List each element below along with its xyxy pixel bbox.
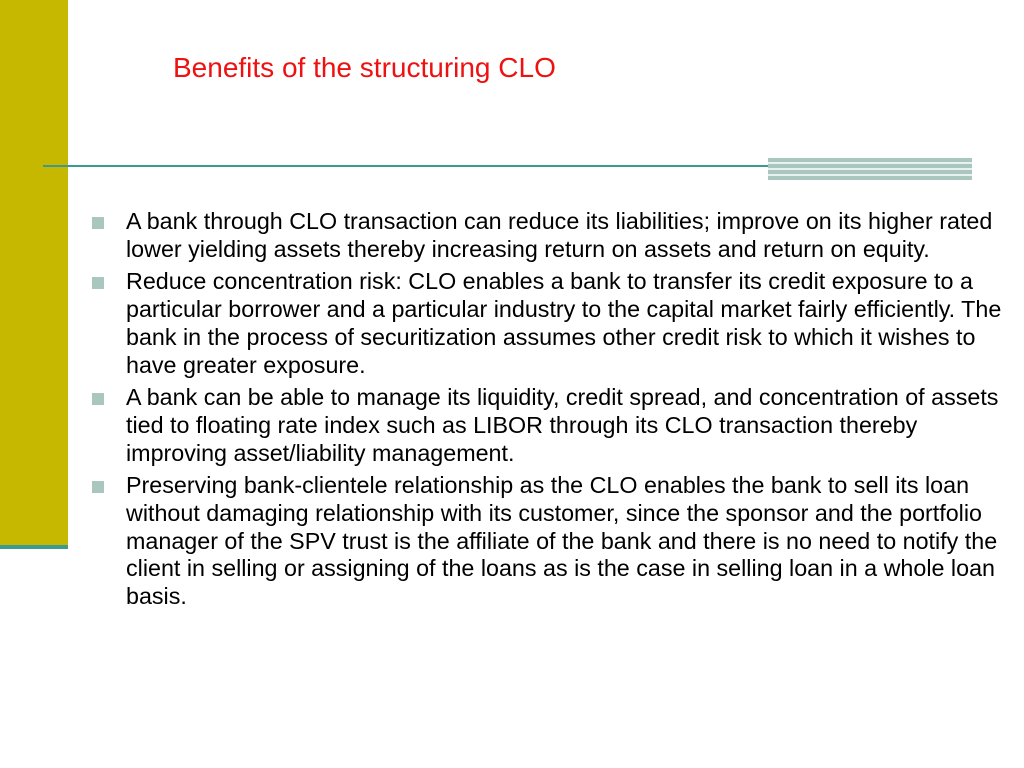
bullet-list bbox=[92, 208, 1017, 616]
square-bullet-icon bbox=[92, 481, 104, 493]
square-bullet-icon bbox=[92, 277, 104, 289]
sidebar-decoration bbox=[0, 0, 68, 545]
bullet-item bbox=[92, 208, 1017, 263]
bullet-item bbox=[92, 472, 1017, 611]
square-bullet-icon bbox=[92, 217, 104, 229]
bullet-text: Reduce concentration risk: CLO enables a bank to transfer its credit exposure to a particular borrower and a particular industry to the capital market fairly efficiently. The bank in the process of securitization assumes other credit risk to which it wishes to have greater exposure. bbox=[126, 268, 1002, 378]
bullet-text: A bank through CLO transaction can reduce its liabilities; improve on its higher rated lower yielding assets thereby increasing return on assets and return on equity. bbox=[126, 208, 993, 262]
divider-accent bbox=[768, 158, 972, 180]
bullet-item bbox=[92, 268, 1017, 379]
sidebar-underline bbox=[0, 545, 68, 549]
bullet-text: Preserving bank-clientele relationship as the CLO enables the bank to sell its loan without damaging relationship with its customer, since the sponsor and the portfolio manager of the SPV trust is the affiliate of the bank and there is no need to notify the client in selling or assigning of the loans as is the case in selling loan in a whole loan basis. bbox=[126, 472, 998, 610]
square-bullet-icon bbox=[92, 393, 104, 405]
bullet-text: A bank can be able to manage its liquidity, credit spread, and concentration of assets tied to floating rate index such as LIBOR through its CLO transaction thereby improving asset/liability management. bbox=[126, 384, 999, 466]
bullet-item bbox=[92, 384, 1017, 467]
slide-title: Benefits of the structuring CLO bbox=[173, 52, 556, 83]
